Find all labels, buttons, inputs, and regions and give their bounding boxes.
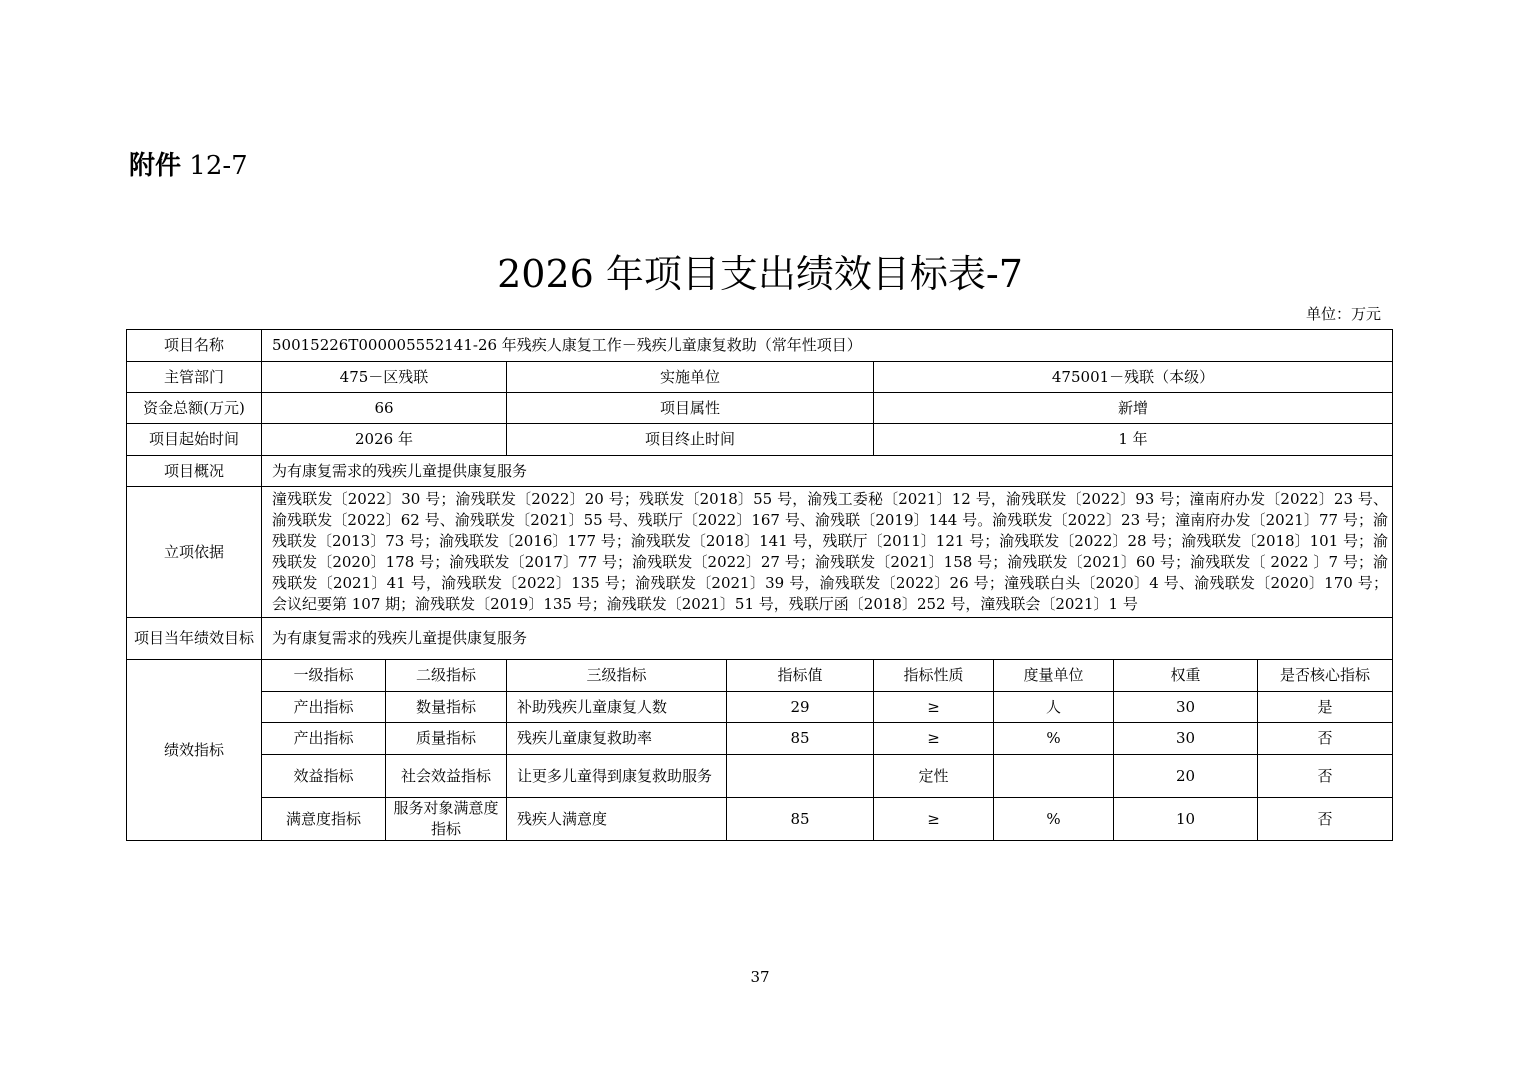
level3-cell: 残疾人满意度 bbox=[507, 798, 727, 841]
table-row bbox=[127, 755, 1393, 798]
level1-cell: 产出指标 bbox=[262, 692, 386, 723]
project-name-label: 项目名称 bbox=[127, 330, 262, 362]
dept-value: 475－区残联 bbox=[262, 362, 507, 393]
level3-cell: 让更多儿童得到康复救助服务 bbox=[507, 755, 727, 798]
perf-header: 度量单位 bbox=[994, 660, 1114, 692]
level2-cell: 质量指标 bbox=[386, 723, 507, 755]
perf-header: 是否核心指标 bbox=[1258, 660, 1393, 692]
goal-label: 项目当年绩效目标 bbox=[127, 618, 262, 660]
table-row bbox=[127, 692, 1393, 723]
value-cell: 85 bbox=[727, 798, 874, 841]
level2-cell: 数量指标 bbox=[386, 692, 507, 723]
page-number: 37 bbox=[750, 968, 770, 986]
weight-cell: 30 bbox=[1114, 692, 1258, 723]
perf-header: 三级指标 bbox=[507, 660, 727, 692]
weight-cell: 10 bbox=[1114, 798, 1258, 841]
basis-label: 立项依据 bbox=[127, 487, 262, 618]
project-name-value: 50015226T000005552141-26 年残疾人康复工作－残疾儿童康复救助（常年性项目） bbox=[262, 330, 1393, 362]
fund-label: 资金总额(万元) bbox=[127, 393, 262, 424]
core-cell: 否 bbox=[1258, 798, 1393, 841]
attr-label: 项目属性 bbox=[507, 393, 874, 424]
unit-label: 单位：万元 bbox=[1305, 305, 1381, 323]
end-label: 项目终止时间 bbox=[507, 424, 874, 456]
table-row bbox=[127, 798, 1393, 841]
level2-cell: 社会效益指标 bbox=[386, 755, 507, 798]
attachment-number: 12-7 bbox=[189, 151, 248, 181]
level1-cell: 产出指标 bbox=[262, 723, 386, 755]
weight-cell: 20 bbox=[1114, 755, 1258, 798]
value-cell: 29 bbox=[727, 692, 874, 723]
level3-cell: 补助残疾儿童康复人数 bbox=[507, 692, 727, 723]
attachment-label bbox=[129, 145, 248, 182]
nature-cell: ≥ bbox=[874, 798, 994, 841]
level3-cell: 残疾儿童康复救助率 bbox=[507, 723, 727, 755]
unit-cell: % bbox=[994, 798, 1114, 841]
perf-header: 二级指标 bbox=[386, 660, 507, 692]
core-cell: 是 bbox=[1258, 692, 1393, 723]
weight-cell: 30 bbox=[1114, 723, 1258, 755]
perf-section-label: 绩效指标 bbox=[127, 660, 262, 841]
perf-header: 权重 bbox=[1114, 660, 1258, 692]
page-title: 2026 年项目支出绩效目标表-7 bbox=[497, 252, 1023, 296]
attr-value: 新增 bbox=[874, 393, 1393, 424]
perf-header: 指标性质 bbox=[874, 660, 994, 692]
nature-cell: ≥ bbox=[874, 723, 994, 755]
start-value: 2026 年 bbox=[262, 424, 507, 456]
unit-cell: 人 bbox=[994, 692, 1114, 723]
nature-cell: 定性 bbox=[874, 755, 994, 798]
performance-table bbox=[126, 329, 1393, 841]
goal-value: 为有康复需求的残疾儿童提供康复服务 bbox=[262, 618, 1393, 660]
basis-value: 潼残联发〔2022〕30 号；渝残联发〔2022〕20 号；残联发〔2018〕55 号，渝残工委秘〔2021〕12 号，渝残联发〔2022〕93 号；潼南府办发〔2022〕23 号、渝残联发〔2022〕62 号、渝残联发〔2021〕55 号、残联厅〔2022〕167 号、渝残联〔2019〕144 号。渝残联发〔2022〕23 号；潼南府办发〔2021〕77 号；渝残联发〔2013〕73 号；渝残联发〔2016〕177 号；渝残联发〔2018〕141 号，残联厅〔2011〕121 号；渝残联发〔2022〕28 号；渝残联发〔2018〕101 号；渝残联发〔2020〕178 号；渝残联发〔2017〕77 号；渝残联发〔2022〕27 号；渝残联发〔2021〕158 号；渝残联发〔2021〕60 号；渝残联发〔 2022 〕7 号；渝残联发〔2021〕41 号，渝残联发〔2022〕135 号；渝残联发〔2021〕39 号，渝残联发〔2022〕26 号；潼残联白头〔2020〕4 号、渝残联发〔2020〕170 号；会议纪要第 107 期；渝残联发〔2019〕135 号；渝残联发〔2021〕51 号，残联厅函〔2018〕252 号，潼残联会〔2021〕1 号 bbox=[262, 487, 1393, 618]
impl-label: 实施单位 bbox=[507, 362, 874, 393]
perf-header: 一级指标 bbox=[262, 660, 386, 692]
dept-label: 主管部门 bbox=[127, 362, 262, 393]
value-cell bbox=[727, 755, 874, 798]
overview-label: 项目概况 bbox=[127, 456, 262, 487]
nature-cell: ≥ bbox=[874, 692, 994, 723]
unit-cell bbox=[994, 755, 1114, 798]
core-cell: 否 bbox=[1258, 755, 1393, 798]
value-cell: 85 bbox=[727, 723, 874, 755]
start-label: 项目起始时间 bbox=[127, 424, 262, 456]
level2-cell: 服务对象满意度指标 bbox=[386, 798, 507, 841]
core-cell: 否 bbox=[1258, 723, 1393, 755]
level1-cell: 满意度指标 bbox=[262, 798, 386, 841]
impl-value: 475001－残联（本级） bbox=[874, 362, 1393, 393]
level1-cell: 效益指标 bbox=[262, 755, 386, 798]
end-value: 1 年 bbox=[874, 424, 1393, 456]
overview-value: 为有康复需求的残疾儿童提供康复服务 bbox=[262, 456, 1393, 487]
table-row bbox=[127, 723, 1393, 755]
perf-header: 指标值 bbox=[727, 660, 874, 692]
attachment-prefix: 附件 bbox=[129, 151, 182, 181]
unit-cell: % bbox=[994, 723, 1114, 755]
fund-value: 66 bbox=[262, 393, 507, 424]
